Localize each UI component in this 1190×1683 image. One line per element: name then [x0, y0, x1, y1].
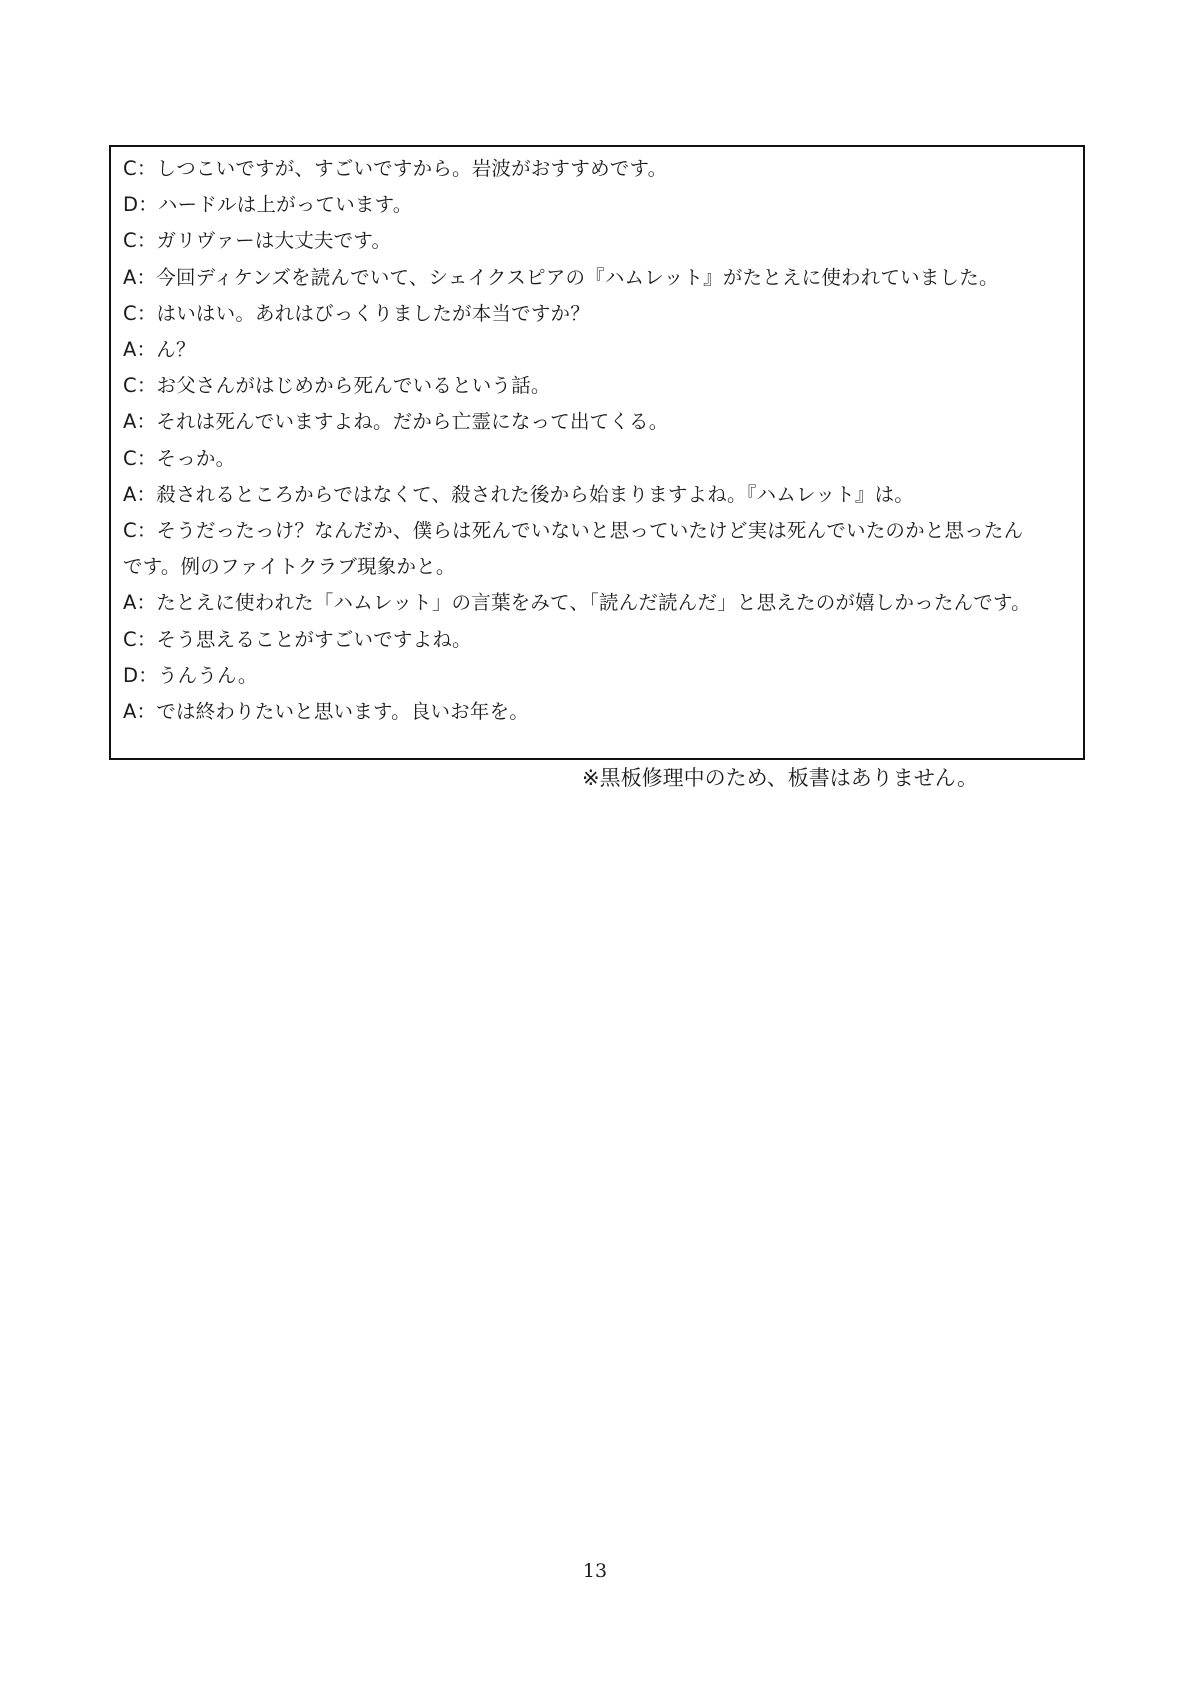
page-number: 13 [582, 1560, 608, 1582]
dialogue-line: C：はいはい。あれはびっくりましたが本当ですか？ [123, 301, 590, 325]
dialogue-line: A：殺されるところからではなくて、殺された後から始まりますよね。『ハムレット』は。 [123, 482, 915, 506]
dialogue-line: A：たとえに使われた「ハムレット」の言葉をみて、「読んだ読んだ」と思えたのが嬉しかったんです。 [123, 591, 1031, 615]
dialogue-list [123, 151, 1075, 730]
dialogue-line: A：今回ディケンズを読んでいて、シェイクスピアの『ハムレット』がたとえに使われていました。 [123, 265, 999, 289]
dialogue-line: D：うんうん。 [123, 663, 258, 687]
dialogue-line: C：そっか。 [123, 446, 236, 470]
blackboard-note: ※黒板修理中のため、板書はありません。 [582, 766, 979, 790]
dialogue-line: A：ん？ [123, 338, 196, 362]
dialogue-line: C：お父さんがはじめから死んでいるという話。 [123, 374, 551, 398]
dialogue-line: D：ハードルは上がっています。 [123, 193, 413, 217]
dialogue-line: C：そうだったっけ？なんだか、僕らは死んでいないと思っていたけど実は死んでいたのかと思ったん [123, 519, 1024, 543]
dialogue-line: A：では終わりたいと思います。良いお年を。 [123, 700, 529, 724]
dialogue-transcript-box [109, 145, 1085, 760]
dialogue-line: C：そう思えることがすごいですよね。 [123, 627, 472, 651]
dialogue-line: C：ガリヴァーは大丈夫です。 [123, 229, 392, 253]
dialogue-line-continuation: です。例のファイトクラブ現象かと。 [123, 555, 456, 579]
dialogue-line: C：しつこいですが、すごいですから。岩波がおすすめです。 [123, 157, 668, 180]
dialogue-line: A：それは死んでいますよね。だから亡霊になって出てくる。 [123, 410, 669, 434]
